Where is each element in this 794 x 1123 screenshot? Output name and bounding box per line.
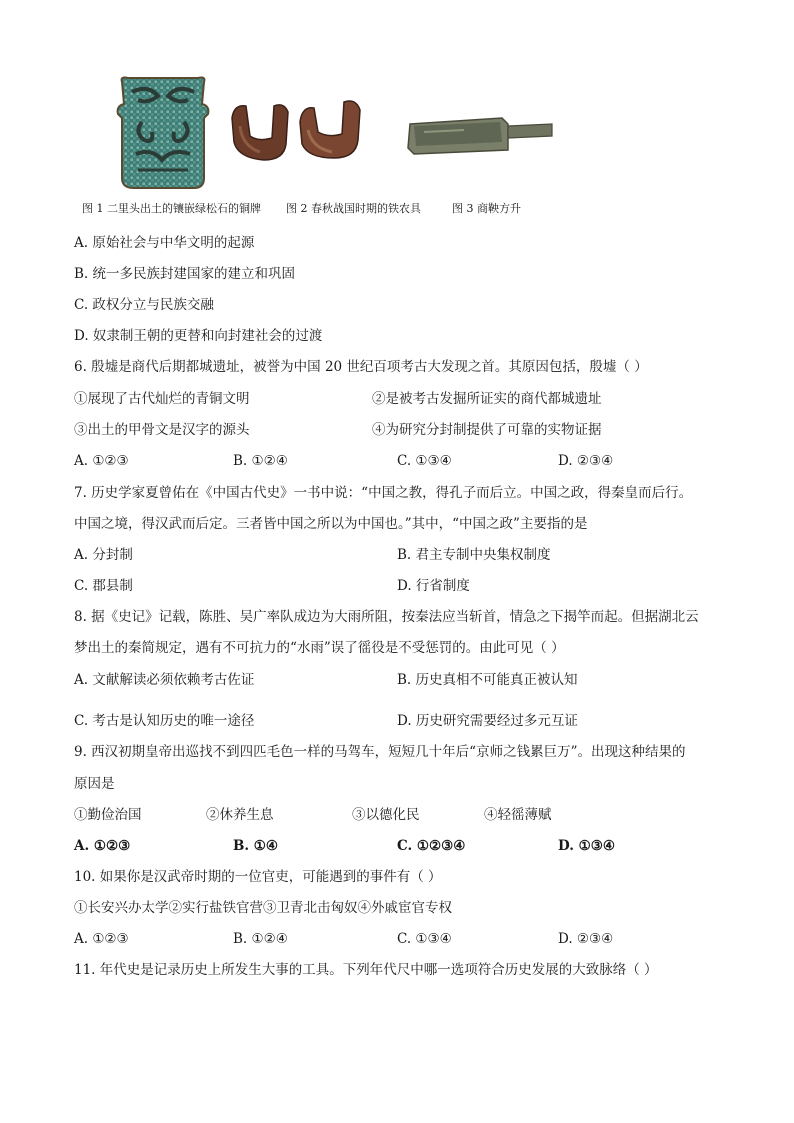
- q6-item-4: ④为研究分封制提供了可靠的实物证据: [372, 422, 602, 438]
- q6-item-3: ③出土的甲骨文是汉字的源头: [74, 422, 250, 438]
- bronze-plaque-image: [112, 74, 214, 192]
- q9-item-2: ②休养生息: [206, 807, 274, 823]
- q9-option-b: B. ①④: [233, 838, 279, 854]
- q11-stem: 11. 年代史是记录历史上所发生大事的工具。下列年代尺中哪一选项符合历史发展的大致脉络（ ）: [74, 962, 658, 978]
- q8-option-d: D. 历史研究需要经过多元互证: [397, 713, 578, 729]
- q9-stem-line-1: 9. 西汉初期皇帝出巡找不到四匹毛色一样的马驾车，短短几十年后“京师之钱累巨万”。出现这种结果的: [74, 744, 686, 760]
- q7-stem-line-2: 中国之境，得汉武而后定。三者皆中国之所以为中国也。”其中，“中国之政”主要指的是: [74, 516, 588, 532]
- q9-stem-line-2: 原因是: [74, 776, 115, 792]
- q10-stem: 10. 如果你是汉武帝时期的一位官吏，可能遇到的事件有（ ）: [74, 869, 442, 885]
- q6-option-a: A. ①②③: [74, 453, 129, 469]
- q9-option-d: D. ①③④: [558, 838, 615, 854]
- q8-stem-line-1: 8. 据《史记》记载，陈胜、吴广率队成边为大雨所阻，按秦法应当斩首，情急之下揭竿而起。但据湖北云: [74, 609, 699, 625]
- q6-stem: 6. 殷墟是商代后期都城遗址，被誉为中国 20 世纪百项考古大发现之首。其原因包括，殷墟（ ）: [74, 359, 648, 375]
- q9-item-4: ④轻徭薄赋: [484, 807, 552, 823]
- figure-3-caption: 图 3 商鞅方升: [452, 202, 521, 215]
- q10-option-c: C. ①③④: [397, 931, 452, 947]
- q10-option-a: A. ①②③: [74, 931, 129, 947]
- q6-item-2: ②是被考古发掘所证实的商代都城遗址: [372, 391, 602, 407]
- q6-item-1: ①展现了古代灿烂的青铜文明: [74, 391, 250, 407]
- q7-stem-line-1: 7. 历史学家夏曾佑在《中国古代史》一书中说：“中国之教，得孔子而后立。中国之政，得秦皇而后行。: [74, 485, 693, 501]
- q10-items: ①长安兴办太学②实行盐铁官营③卫青北击匈奴④外戚宦官专权: [74, 900, 452, 916]
- q6-option-d: D. ②③④: [558, 453, 614, 469]
- iron-tools-image: [228, 96, 378, 166]
- q10-option-d: D. ②③④: [558, 931, 614, 947]
- q9-option-c: C. ①②③④: [397, 838, 466, 854]
- shangyang-fangsheng-image: [404, 112, 556, 158]
- q7-option-d: D. 行省制度: [397, 578, 470, 594]
- q5-option-c: C. 政权分立与民族交融: [74, 297, 214, 313]
- q9-option-a: A. ①②③: [74, 838, 131, 854]
- q5-option-d: D. 奴隶制王朝的更替和向封建社会的过渡: [74, 328, 323, 344]
- q6-option-c: C. ①③④: [397, 453, 452, 469]
- q6-option-b: B. ①②④: [233, 453, 288, 469]
- q7-option-c: C. 郡县制: [74, 578, 133, 594]
- figure-1-caption: 图 1 二里头出土的镶嵌绿松石的铜牌: [82, 202, 261, 215]
- q10-option-b: B. ①②④: [233, 931, 288, 947]
- q8-option-a: A. 文献解读必须依赖考古佐证: [74, 672, 255, 688]
- q5-option-a: A. 原始社会与中华文明的起源: [74, 235, 255, 251]
- figure-2-caption: 图 2 春秋战国时期的铁农具: [286, 202, 421, 215]
- q7-option-b: B. 君主专制中央集权制度: [397, 547, 551, 563]
- q8-option-b: B. 历史真相不可能真正被认知: [397, 672, 578, 688]
- q8-stem-line-2: 梦出土的秦简规定，遇有不可抗力的“水雨”误了徭役是不受惩罚的。由此可见（ ）: [74, 640, 565, 656]
- q5-option-b: B. 统一多民族封建国家的建立和巩固: [74, 266, 296, 282]
- q8-option-c: C. 考古是认知历史的唯一途径: [74, 713, 255, 729]
- q9-item-1: ①勤俭治国: [74, 807, 142, 823]
- q7-option-a: A. 分封制: [74, 547, 133, 563]
- q9-item-3: ③以德化民: [352, 807, 420, 823]
